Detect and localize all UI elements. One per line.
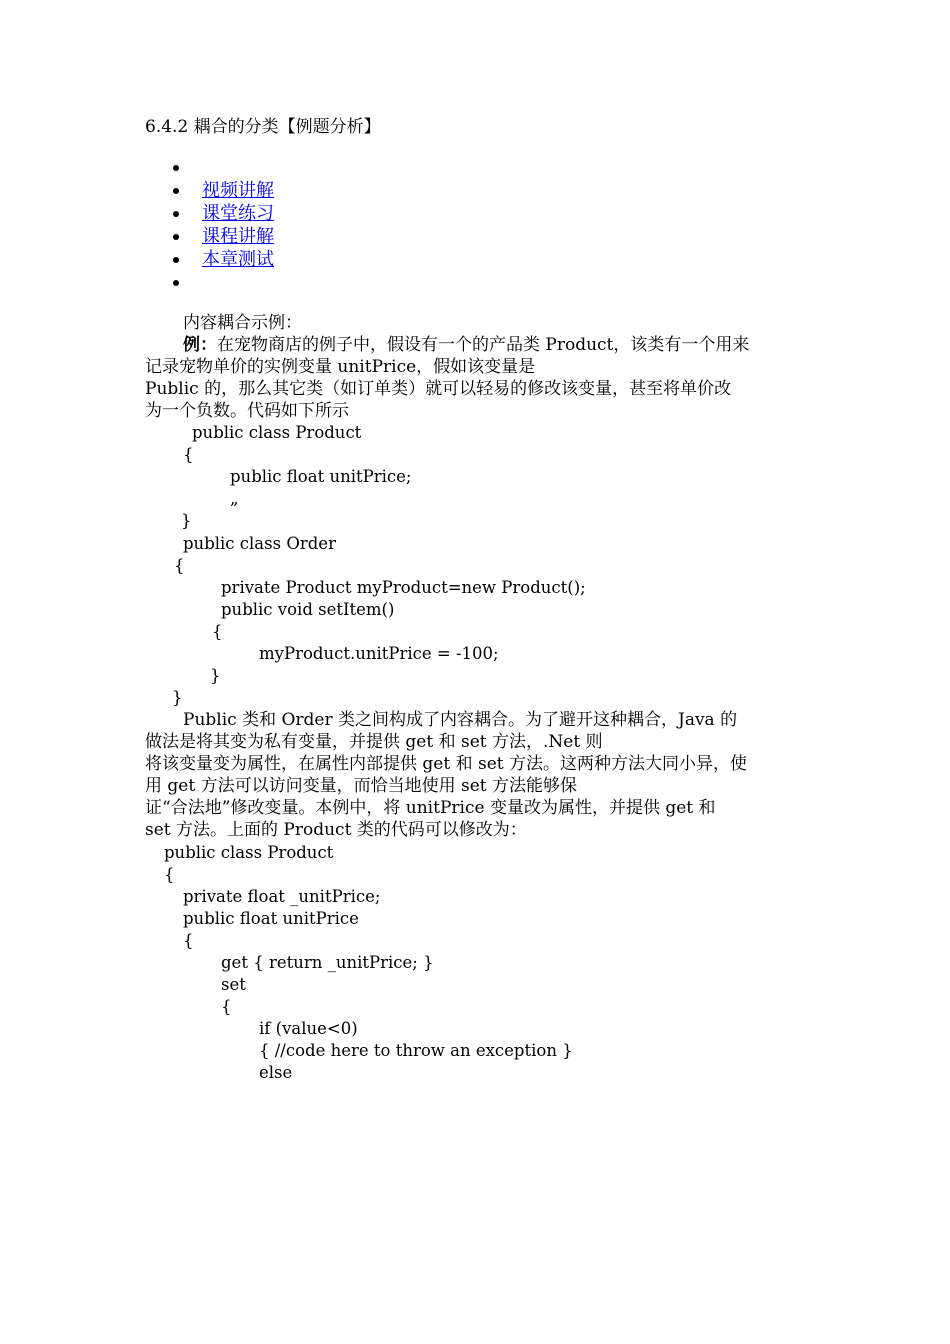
code-line: else <box>259 1063 293 1082</box>
list-item <box>172 202 274 225</box>
section-title: 6.4.2 耦合的分类【例题分析】 <box>145 117 381 137</box>
list-item <box>172 248 274 271</box>
list-item-empty <box>172 271 274 294</box>
code-line: private float _unitPrice; <box>183 887 381 906</box>
code-line: public class Product <box>192 423 362 442</box>
code-line: public float unitPrice <box>183 909 359 928</box>
code-line: public class Order <box>183 534 336 553</box>
paragraph-line: Public 的，那么其它类（如订单类）就可以轻易的修改该变量，甚至将单价改 <box>145 379 732 399</box>
paragraph-line: 做法是将其变为私有变量，并提供 get 和 set 方法，.Net 则 <box>145 732 603 752</box>
code-line: { <box>183 445 194 464</box>
intro-heading: 内容耦合示例： <box>183 313 302 333</box>
code-line: set <box>221 975 246 994</box>
paragraph-text: 在宠物商店的例子中，假设有一个的产品类 Product，该类有一个用来 <box>217 335 750 355</box>
code-line: { <box>221 997 232 1016</box>
code-line: private Product myProduct=new Product(); <box>221 578 586 597</box>
paragraph-line: 将该变量变为属性，在属性内部提供 get 和 set 方法。这两种方法大同小异，使 <box>145 754 748 774</box>
code-line: „ <box>230 489 239 508</box>
code-line: } <box>181 511 192 530</box>
paragraph-line: 证“合法地”修改变量。本例中，将 unitPrice 变量改为属性，并提供 get 和 <box>145 798 716 818</box>
paragraph-line: Public 类和 Order 类之间构成了内容耦合。为了避开这种耦合，Java 的 <box>183 710 738 730</box>
paragraph-line: set 方法。上面的 Product 类的代码可以修改为： <box>145 820 527 840</box>
example-paragraph-line <box>183 334 749 356</box>
paragraph-line: 用 get 方法可以访问变量，而恰当地使用 set 方法能够保 <box>145 776 578 796</box>
class-exercise-link[interactable]: 课堂练习 <box>202 203 274 224</box>
code-line: } <box>172 688 183 707</box>
code-line: get { return _unitPrice; } <box>221 953 434 972</box>
code-line: { <box>212 622 223 641</box>
code-line: if (value<0) <box>259 1019 358 1038</box>
example-label: 例： <box>183 335 217 355</box>
chapter-test-link[interactable]: 本章测试 <box>202 249 274 270</box>
code-line: } <box>210 666 221 685</box>
code-line: public class Product <box>164 843 334 862</box>
paragraph-line: 记录宠物单价的实例变量 unitPrice，假如该变量是 <box>145 357 536 377</box>
code-line: myProduct.unitPrice = -100; <box>259 644 499 663</box>
resource-link-list <box>172 156 274 294</box>
code-line: public void setItem() <box>221 600 395 619</box>
list-item-empty <box>172 156 274 179</box>
code-line: { //code here to throw an exception } <box>259 1041 573 1060</box>
code-line: { <box>174 556 185 575</box>
code-line: { <box>164 865 175 884</box>
course-lecture-link[interactable]: 课程讲解 <box>202 226 274 247</box>
code-line: public float unitPrice; <box>230 467 412 486</box>
list-item <box>172 225 274 248</box>
list-item <box>172 179 274 202</box>
code-line: { <box>183 931 194 950</box>
paragraph-line: 为一个负数。代码如下所示 <box>145 401 349 421</box>
video-lecture-link[interactable]: 视频讲解 <box>202 180 274 201</box>
